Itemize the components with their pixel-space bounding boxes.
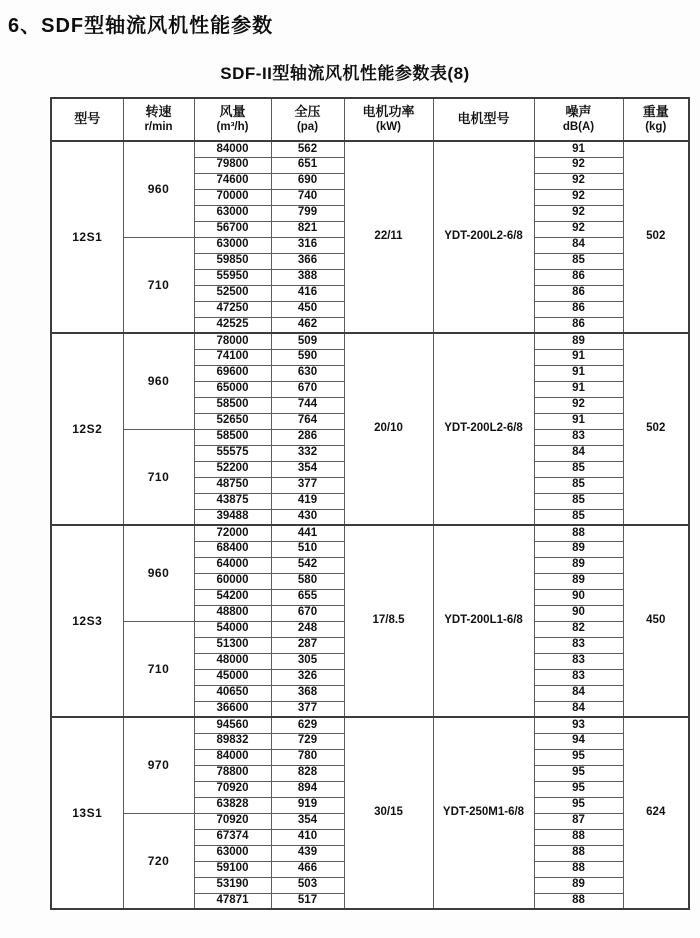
noise-cell: 90: [534, 605, 623, 621]
pressure-cell: 919: [271, 797, 344, 813]
noise-cell: 92: [534, 157, 623, 173]
pressure-cell: 503: [271, 877, 344, 893]
col-header-model: [51, 98, 123, 141]
speed-cell: 710: [123, 237, 194, 333]
power-cell: 22/11: [344, 141, 433, 333]
noise-cell: 95: [534, 781, 623, 797]
pressure-cell: 509: [271, 333, 344, 349]
noise-cell: 89: [534, 877, 623, 893]
col-header-power-unit: (kW): [376, 121, 401, 134]
pressure-cell: 462: [271, 317, 344, 333]
speed-cell: 960: [123, 525, 194, 621]
table-row: [51, 333, 689, 349]
noise-cell: 91: [534, 349, 623, 365]
airflow-cell: 39488: [194, 509, 271, 525]
noise-cell: 95: [534, 749, 623, 765]
pressure-cell: 419: [271, 493, 344, 509]
model-cell: 12S1: [51, 141, 123, 333]
airflow-cell: 52500: [194, 285, 271, 301]
airflow-cell: 74600: [194, 173, 271, 189]
pressure-cell: 651: [271, 157, 344, 173]
airflow-cell: 78000: [194, 333, 271, 349]
noise-cell: 92: [534, 173, 623, 189]
airflow-cell: 53190: [194, 877, 271, 893]
noise-cell: 89: [534, 557, 623, 573]
pressure-cell: 629: [271, 717, 344, 733]
col-header-power: [344, 98, 433, 141]
noise-cell: 93: [534, 717, 623, 733]
noise-cell: 88: [534, 829, 623, 845]
airflow-cell: 63828: [194, 797, 271, 813]
airflow-cell: 63000: [194, 205, 271, 221]
motor-cell: YDT-200L2-6/8: [433, 333, 534, 525]
speed-cell: 710: [123, 621, 194, 717]
noise-cell: 88: [534, 845, 623, 861]
pressure-cell: 630: [271, 365, 344, 381]
noise-cell: 91: [534, 141, 623, 157]
noise-cell: 85: [534, 493, 623, 509]
col-header-noise-label: 噪声: [565, 104, 592, 120]
airflow-cell: 67374: [194, 829, 271, 845]
speed-cell: 970: [123, 717, 194, 813]
airflow-cell: 43875: [194, 493, 271, 509]
col-header-weight-label: 重量: [642, 104, 669, 120]
airflow-cell: 65000: [194, 381, 271, 397]
airflow-cell: 72000: [194, 525, 271, 541]
noise-cell: 91: [534, 381, 623, 397]
col-header-noise: [534, 98, 623, 141]
pressure-cell: 764: [271, 413, 344, 429]
noise-cell: 83: [534, 653, 623, 669]
noise-cell: 89: [534, 541, 623, 557]
noise-cell: 84: [534, 237, 623, 253]
noise-cell: 88: [534, 861, 623, 877]
noise-cell: 85: [534, 477, 623, 493]
col-header-airflow-label: 风量: [219, 104, 246, 120]
table-title: SDF-II型轴流风机性能参数表(8): [220, 64, 470, 83]
airflow-cell: 59850: [194, 253, 271, 269]
noise-cell: 86: [534, 317, 623, 333]
airflow-cell: 54000: [194, 621, 271, 637]
airflow-cell: 70920: [194, 781, 271, 797]
pressure-cell: 466: [271, 861, 344, 877]
airflow-cell: 36600: [194, 701, 271, 717]
noise-cell: 84: [534, 445, 623, 461]
table-row: [51, 141, 689, 157]
airflow-cell: 94560: [194, 717, 271, 733]
model-cell: 13S1: [51, 717, 123, 909]
table-row: [51, 717, 689, 733]
col-header-speed-unit: r/min: [144, 121, 173, 134]
airflow-cell: 48750: [194, 477, 271, 493]
pressure-cell: 354: [271, 813, 344, 829]
table-row: [51, 525, 689, 541]
weight-cell: 624: [623, 717, 689, 909]
airflow-cell: 70000: [194, 189, 271, 205]
airflow-cell: 60000: [194, 573, 271, 589]
col-header-speed-label: 转速: [145, 104, 172, 120]
pressure-cell: 430: [271, 509, 344, 525]
pressure-cell: 286: [271, 429, 344, 445]
airflow-cell: 69600: [194, 365, 271, 381]
motor-cell: YDT-200L1-6/8: [433, 525, 534, 717]
pressure-cell: 248: [271, 621, 344, 637]
power-cell: 17/8.5: [344, 525, 433, 717]
airflow-cell: 84000: [194, 141, 271, 157]
pressure-cell: 780: [271, 749, 344, 765]
motor-cell: YDT-200L2-6/8: [433, 141, 534, 333]
noise-cell: 95: [534, 765, 623, 781]
col-header-weight-unit: (kg): [645, 121, 667, 134]
col-header-speed: [123, 98, 194, 141]
airflow-cell: 47871: [194, 893, 271, 909]
noise-cell: 82: [534, 621, 623, 637]
noise-cell: 83: [534, 669, 623, 685]
model-cell: 12S3: [51, 525, 123, 717]
pressure-cell: 354: [271, 461, 344, 477]
pressure-cell: 510: [271, 541, 344, 557]
speed-cell: 720: [123, 813, 194, 909]
airflow-cell: 56700: [194, 221, 271, 237]
airflow-cell: 54200: [194, 589, 271, 605]
col-header-power-label: 电机功率: [362, 104, 415, 120]
pressure-cell: 410: [271, 829, 344, 845]
col-header-noise-unit: dB(A): [562, 121, 595, 134]
noise-cell: 92: [534, 221, 623, 237]
weight-cell: 502: [623, 333, 689, 525]
pressure-cell: 517: [271, 893, 344, 909]
pressure-cell: 287: [271, 637, 344, 653]
noise-cell: 92: [534, 189, 623, 205]
pressure-cell: 894: [271, 781, 344, 797]
pressure-cell: 690: [271, 173, 344, 189]
airflow-cell: 48800: [194, 605, 271, 621]
airflow-cell: 84000: [194, 749, 271, 765]
pressure-cell: 416: [271, 285, 344, 301]
col-header-model-label: 型号: [74, 111, 101, 127]
noise-cell: 88: [534, 525, 623, 541]
pressure-cell: 655: [271, 589, 344, 605]
noise-cell: 95: [534, 797, 623, 813]
pressure-cell: 388: [271, 269, 344, 285]
noise-cell: 92: [534, 205, 623, 221]
noise-cell: 83: [534, 429, 623, 445]
noise-cell: 89: [534, 573, 623, 589]
airflow-cell: 59100: [194, 861, 271, 877]
noise-cell: 92: [534, 397, 623, 413]
pressure-cell: 326: [271, 669, 344, 685]
table-header: [51, 98, 689, 141]
pressure-cell: 366: [271, 253, 344, 269]
col-header-pressure-unit: (pa): [296, 121, 319, 134]
airflow-cell: 48000: [194, 653, 271, 669]
pressure-cell: 305: [271, 653, 344, 669]
pressure-cell: 377: [271, 477, 344, 493]
noise-cell: 89: [534, 333, 623, 349]
airflow-cell: 42525: [194, 317, 271, 333]
page-title: 6、SDF型轴流风机性能参数: [8, 15, 274, 37]
table-body: [51, 141, 689, 909]
pressure-cell: 562: [271, 141, 344, 157]
weight-cell: 502: [623, 141, 689, 333]
weight-cell: 450: [623, 525, 689, 717]
speed-cell: 710: [123, 429, 194, 525]
noise-cell: 86: [534, 301, 623, 317]
noise-cell: 85: [534, 253, 623, 269]
airflow-cell: 70920: [194, 813, 271, 829]
table-header-row: [51, 98, 689, 141]
noise-cell: 84: [534, 701, 623, 717]
speed-cell: 960: [123, 333, 194, 429]
noise-cell: 87: [534, 813, 623, 829]
airflow-cell: 45000: [194, 669, 271, 685]
col-header-airflow: [194, 98, 271, 141]
noise-cell: 86: [534, 285, 623, 301]
pressure-cell: 744: [271, 397, 344, 413]
airflow-cell: 63000: [194, 237, 271, 253]
model-cell: 12S2: [51, 333, 123, 525]
col-header-pressure: [271, 98, 344, 141]
pressure-cell: 439: [271, 845, 344, 861]
pressure-cell: 828: [271, 765, 344, 781]
airflow-cell: 47250: [194, 301, 271, 317]
airflow-cell: 63000: [194, 845, 271, 861]
pressure-cell: 799: [271, 205, 344, 221]
pressure-cell: 542: [271, 557, 344, 573]
airflow-cell: 89832: [194, 733, 271, 749]
col-header-weight: [623, 98, 689, 141]
col-header-motor-label: 电机型号: [457, 111, 510, 127]
pressure-cell: 729: [271, 733, 344, 749]
power-cell: 30/15: [344, 717, 433, 909]
noise-cell: 86: [534, 269, 623, 285]
airflow-cell: 74100: [194, 349, 271, 365]
airflow-cell: 51300: [194, 637, 271, 653]
motor-cell: YDT-250M1-6/8: [433, 717, 534, 909]
pressure-cell: 316: [271, 237, 344, 253]
pressure-cell: 580: [271, 573, 344, 589]
noise-cell: 90: [534, 589, 623, 605]
airflow-cell: 40650: [194, 685, 271, 701]
pressure-cell: 670: [271, 605, 344, 621]
airflow-cell: 58500: [194, 429, 271, 445]
noise-cell: 91: [534, 365, 623, 381]
airflow-cell: 79800: [194, 157, 271, 173]
noise-cell: 85: [534, 461, 623, 477]
airflow-cell: 55575: [194, 445, 271, 461]
airflow-cell: 55950: [194, 269, 271, 285]
pressure-cell: 332: [271, 445, 344, 461]
noise-cell: 88: [534, 893, 623, 909]
col-header-pressure-label: 全压: [294, 104, 321, 120]
airflow-cell: 64000: [194, 557, 271, 573]
speed-cell: 960: [123, 141, 194, 237]
pressure-cell: 368: [271, 685, 344, 701]
noise-cell: 91: [534, 413, 623, 429]
pressure-cell: 670: [271, 381, 344, 397]
pressure-cell: 590: [271, 349, 344, 365]
pressure-cell: 450: [271, 301, 344, 317]
noise-cell: 83: [534, 637, 623, 653]
col-header-airflow-unit: (m³/h): [216, 121, 249, 134]
pressure-cell: 821: [271, 221, 344, 237]
airflow-cell: 58500: [194, 397, 271, 413]
col-header-motor: [433, 98, 534, 141]
airflow-cell: 52650: [194, 413, 271, 429]
noise-cell: 94: [534, 733, 623, 749]
airflow-cell: 68400: [194, 541, 271, 557]
airflow-cell: 78800: [194, 765, 271, 781]
noise-cell: 85: [534, 509, 623, 525]
fan-performance-table: [50, 97, 690, 910]
airflow-cell: 52200: [194, 461, 271, 477]
pressure-cell: 740: [271, 189, 344, 205]
power-cell: 20/10: [344, 333, 433, 525]
pressure-cell: 377: [271, 701, 344, 717]
noise-cell: 84: [534, 685, 623, 701]
pressure-cell: 441: [271, 525, 344, 541]
